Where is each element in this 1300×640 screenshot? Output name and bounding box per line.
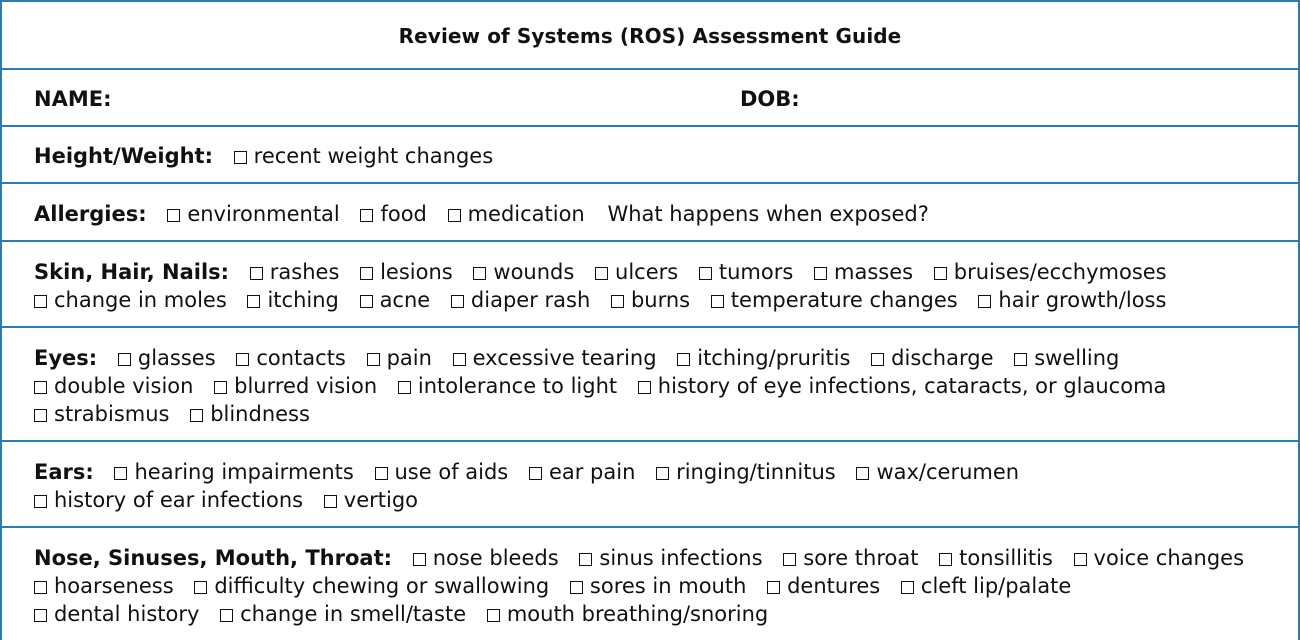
checkbox-icon[interactable] — [34, 609, 47, 622]
checkbox-icon[interactable] — [711, 295, 724, 308]
section-allergies — [2, 182, 1298, 242]
checkbox-icon[interactable] — [247, 295, 260, 308]
checkbox-option[interactable]: voice changes — [1074, 546, 1244, 570]
section-line — [34, 400, 1278, 428]
checkbox-icon[interactable] — [856, 467, 869, 480]
checkbox-option[interactable]: difficulty chewing or swallowing — [194, 574, 549, 598]
checkbox-icon[interactable] — [34, 409, 47, 422]
section-label: Height/Weight: — [34, 144, 213, 168]
section-height-weight — [2, 125, 1298, 184]
checkbox-option[interactable]: discharge — [871, 346, 993, 370]
section-line — [34, 458, 1278, 486]
name-label: NAME: — [34, 86, 112, 111]
checkbox-icon[interactable] — [939, 553, 952, 566]
checkbox-option[interactable]: tumors — [699, 260, 793, 284]
checkbox-option[interactable]: change in moles — [34, 288, 227, 312]
section-line — [34, 344, 1278, 372]
section-line — [34, 372, 1278, 400]
checkbox-icon[interactable] — [487, 609, 500, 622]
checkbox-icon[interactable] — [448, 209, 461, 222]
checkbox-icon[interactable] — [570, 581, 583, 594]
checkbox-option[interactable]: nose bleeds — [413, 546, 559, 570]
section-line — [34, 142, 1278, 170]
checkbox-option[interactable]: dental history — [34, 602, 199, 626]
checkbox-icon[interactable] — [638, 381, 651, 394]
checkbox-option[interactable]: blurred vision — [214, 374, 377, 398]
checkbox-option[interactable]: sores in mouth — [570, 574, 746, 598]
checkbox-option[interactable]: contacts — [236, 346, 346, 370]
checkbox-icon[interactable] — [236, 353, 249, 366]
checkbox-option[interactable]: rashes — [250, 260, 340, 284]
checkbox-icon[interactable] — [194, 581, 207, 594]
checkbox-icon[interactable] — [934, 267, 947, 280]
checkbox-option[interactable]: vertigo — [324, 488, 418, 512]
dob-label: DOB: — [740, 86, 800, 111]
section-line — [34, 572, 1278, 600]
checkbox-option[interactable]: ulcers — [595, 260, 678, 284]
checkbox-option[interactable]: tonsillitis — [939, 546, 1053, 570]
form-title: Review of Systems (ROS) Assessment Guide — [398, 24, 902, 48]
checkbox-icon[interactable] — [220, 609, 233, 622]
checkbox-icon[interactable] — [34, 495, 47, 508]
checkbox-option[interactable]: ear pain — [529, 460, 635, 484]
section-skin-hair-nails — [2, 240, 1298, 328]
checkbox-option[interactable]: environmental — [167, 202, 339, 226]
section-label: Eyes: — [34, 346, 98, 370]
checkbox-icon[interactable] — [699, 267, 712, 280]
checkbox-icon[interactable] — [595, 267, 608, 280]
checkbox-option[interactable]: dentures — [767, 574, 880, 598]
checkbox-icon[interactable] — [579, 553, 592, 566]
checkbox-icon[interactable] — [360, 295, 373, 308]
section-line — [34, 544, 1278, 572]
checkbox-option[interactable]: recent weight changes — [234, 144, 493, 168]
allergy-question: What happens when exposed? — [607, 202, 929, 226]
checkbox-icon[interactable] — [783, 553, 796, 566]
checkbox-option[interactable]: sinus infections — [579, 546, 762, 570]
checkbox-option[interactable]: history of ear infections — [34, 488, 303, 512]
checkbox-option[interactable]: history of eye infections, cataracts, or glaucoma — [638, 374, 1167, 398]
checkbox-icon[interactable] — [190, 409, 203, 422]
section-line — [34, 486, 1278, 514]
checkbox-option[interactable]: mouth breathing/snoring — [487, 602, 768, 626]
checkbox-option[interactable]: lesions — [360, 260, 453, 284]
checkbox-icon[interactable] — [901, 581, 914, 594]
checkbox-option[interactable]: use of aids — [375, 460, 509, 484]
checkbox-icon[interactable] — [398, 381, 411, 394]
checkbox-option[interactable]: itching — [247, 288, 338, 312]
checkbox-icon[interactable] — [451, 295, 464, 308]
checkbox-icon[interactable] — [360, 267, 373, 280]
title-row — [2, 0, 1298, 70]
checkbox-icon[interactable] — [611, 295, 624, 308]
checkbox-option[interactable]: double vision — [34, 374, 193, 398]
section-label: Allergies: — [34, 202, 147, 226]
checkbox-option[interactable]: sore throat — [783, 546, 918, 570]
section-label: Nose, Sinuses, Mouth, Throat: — [34, 546, 393, 570]
checkbox-option[interactable]: hearing impairments — [114, 460, 353, 484]
checkbox-option[interactable]: temperature changes — [711, 288, 958, 312]
checkbox-icon[interactable] — [34, 381, 47, 394]
checkbox-icon[interactable] — [360, 209, 373, 222]
checkbox-icon[interactable] — [871, 353, 884, 366]
checkbox-icon[interactable] — [473, 267, 486, 280]
checkbox-icon[interactable] — [34, 295, 47, 308]
checkbox-option[interactable]: excessive tearing — [453, 346, 657, 370]
checkbox-icon[interactable] — [1074, 553, 1087, 566]
checkbox-option[interactable]: wax/cerumen — [856, 460, 1019, 484]
checkbox-option[interactable]: burns — [611, 288, 690, 312]
checkbox-icon[interactable] — [167, 209, 180, 222]
checkbox-option[interactable]: masses — [814, 260, 913, 284]
checkbox-option[interactable]: bruises/ecchymoses — [934, 260, 1167, 284]
section-line — [34, 258, 1278, 286]
checkbox-option[interactable]: glasses — [118, 346, 216, 370]
checkbox-option[interactable]: ringing/tinnitus — [656, 460, 836, 484]
checkbox-icon[interactable] — [367, 353, 380, 366]
checkbox-icon[interactable] — [453, 353, 466, 366]
checkbox-option[interactable]: change in smell/taste — [220, 602, 466, 626]
checkbox-option[interactable]: strabismus — [34, 402, 170, 426]
checkbox-icon[interactable] — [34, 581, 47, 594]
checkbox-icon[interactable] — [250, 267, 263, 280]
checkbox-option[interactable]: food — [360, 202, 426, 226]
checkbox-icon[interactable] — [1014, 353, 1027, 366]
checkbox-icon[interactable] — [656, 467, 669, 480]
checkbox-option[interactable]: pain — [367, 346, 432, 370]
checkbox-icon[interactable] — [767, 581, 780, 594]
section-line — [34, 200, 1278, 228]
checkbox-option[interactable]: itching/pruritis — [677, 346, 850, 370]
section-label: Ears: — [34, 460, 94, 484]
name-dob-row — [2, 68, 1298, 127]
checkbox-option[interactable]: cleft lip/palate — [901, 574, 1071, 598]
checkbox-option[interactable]: blindness — [190, 402, 310, 426]
section-label: Skin, Hair, Nails: — [34, 260, 230, 284]
checkbox-icon[interactable] — [677, 353, 690, 366]
checkbox-icon[interactable] — [324, 495, 337, 508]
section-ears — [2, 440, 1298, 528]
section-line — [34, 600, 1278, 628]
section-line — [34, 286, 1278, 314]
checkbox-option[interactable]: diaper rash — [451, 288, 590, 312]
checkbox-option[interactable]: intolerance to light — [398, 374, 617, 398]
checkbox-option[interactable]: medication — [448, 202, 585, 226]
checkbox-icon[interactable] — [214, 381, 227, 394]
checkbox-icon[interactable] — [529, 467, 542, 480]
checkbox-option[interactable]: hoarseness — [34, 574, 174, 598]
checkbox-icon[interactable] — [114, 467, 127, 480]
checkbox-icon[interactable] — [814, 267, 827, 280]
checkbox-icon[interactable] — [375, 467, 388, 480]
checkbox-icon[interactable] — [413, 553, 426, 566]
checkbox-icon[interactable] — [234, 151, 247, 164]
checkbox-icon[interactable] — [118, 353, 131, 366]
section-nose-sinuses-mouth-throat — [2, 526, 1298, 626]
section-eyes — [2, 326, 1298, 442]
checkbox-option[interactable]: hair growth/loss — [978, 288, 1166, 312]
checkbox-option[interactable]: acne — [360, 288, 431, 312]
checkbox-option[interactable]: swelling — [1014, 346, 1119, 370]
checkbox-option[interactable]: wounds — [473, 260, 574, 284]
checkbox-icon[interactable] — [978, 295, 991, 308]
